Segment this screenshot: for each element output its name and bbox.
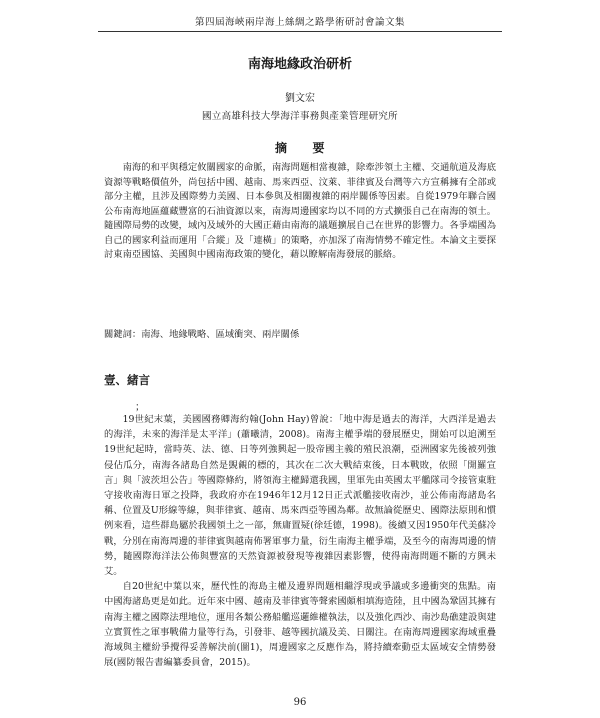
abstract-paragraph: 南海的和平與穩定攸關國家的命脈，南海問題相當複雜，除牽涉領土主權、交通航道及海底資源等戰略價值外，尚包括中國、越南、馬來西亞、汶萊、菲律賓及台灣等六方宣稱擁有全部或部分主權，且涉及國際勢力美國、日本參與及相關複雜的兩岸關係等因素。自從1979年聯合國公布南海地區蘊藏豐富的石油資源以來，南海周邊國家均以不同的方式擴張自己在南海的領土。隨國際局勢的改變，域內及域外的大國正藉由南海的議題擴展自己在世界的影響力。各爭端國為自己的國家利益而運用「合縱」及「連橫」的策略，亦加深了南海情勢不確定性。本論文主要探討東南亞國協、美國與中國南海政策的變化，藉以瞭解南海發展的脈絡。 — [104, 162, 496, 260]
keywords-line: 關鍵詞：南海、地緣戰略、區域衝突、兩岸關係 — [104, 329, 300, 340]
body-paragraph: 自20世紀中葉以來，歷代性的海島主權及邊界問題相繼浮現或爭議或多邊衝突的焦點。南中國海諸島更是如此。近年來中國、越南及菲律賓等聲索國頗相填海造陸，且中國為鞏固其擁有南海主權之國際法理地位，運用各類公務船艦巡邏維權執法，以及強化西沙、南沙島礁建設與建立實質性之軍事戰備力量等行為，引發菲、越等國抗議及美、日關注。在南海周邊國家海域重疊海域與主權紛爭攪得妥善解決前(圖1)，周邊國家之反應作為，將持續牽動亞太區域安全情勢發展(國防報告書編纂委員會，2015)。 — [104, 581, 496, 669]
abstract-heading: 摘 要 — [274, 141, 325, 155]
abstract-body — [104, 161, 496, 263]
section-heading: 壹、緒言 — [104, 373, 150, 387]
author-name: 劉文宏 — [285, 93, 315, 104]
author-affiliation: 國立高雄科技大學海洋事務與產業管理研究所 — [201, 111, 398, 122]
header-rule — [98, 31, 502, 32]
body-paragraph: 19世紀末葉，美國國務卿海約翰(John Hay)曾說：「地中海是過去的海洋，大西洋是過去的海洋，未來的海洋是太平洋」(蕭曦清，2008)。南海主權爭端的發展歷史，開始可以追溯至19世紀起時，當時英、法、德、日等列強興起一股帝國主義的殖民浪潮，亞洲國家先後被列強侵佔瓜分，南海各諸島自然是覬覦的標的，其次在二次大戰結束後，日本戰敗，依照「開羅宣言」與「波茨坦公告」等國際條約，將領海主權歸還我國，里軍先由英國太平艦隊司令接管東駐守接收南海日軍之投降，我政府亦在1946年12月12日正式派艦接收南沙，並公佈南海諸島名稱、位置及U形線等線，與菲律賓、越南、馬來西亞等國為鄰。故無論從歷史、國際法原則和慣例來看，這些群島屬於我國領土之一部，無庸置疑(徐廷德，1998)。後續又因1950年代美蘇冷戰，分別在南海周邊的菲律賓與越南佈署軍事力量，衍生南海主權爭端，及至今的南海周邊的情勢，隨國際海洋法公佈與豐富的天然資源被發現等複雜因素影響，使得南海問題不斷的方興未艾。 — [104, 414, 496, 578]
body-text — [104, 412, 496, 670]
running-head: 第四屆海峽兩岸海上絲綢之路學術研討會論文集 — [194, 17, 405, 28]
paper-title: 南海地緣政治研析 — [247, 57, 352, 72]
stray-semicolon: ； — [135, 402, 145, 413]
page-number: 96 — [293, 697, 307, 708]
